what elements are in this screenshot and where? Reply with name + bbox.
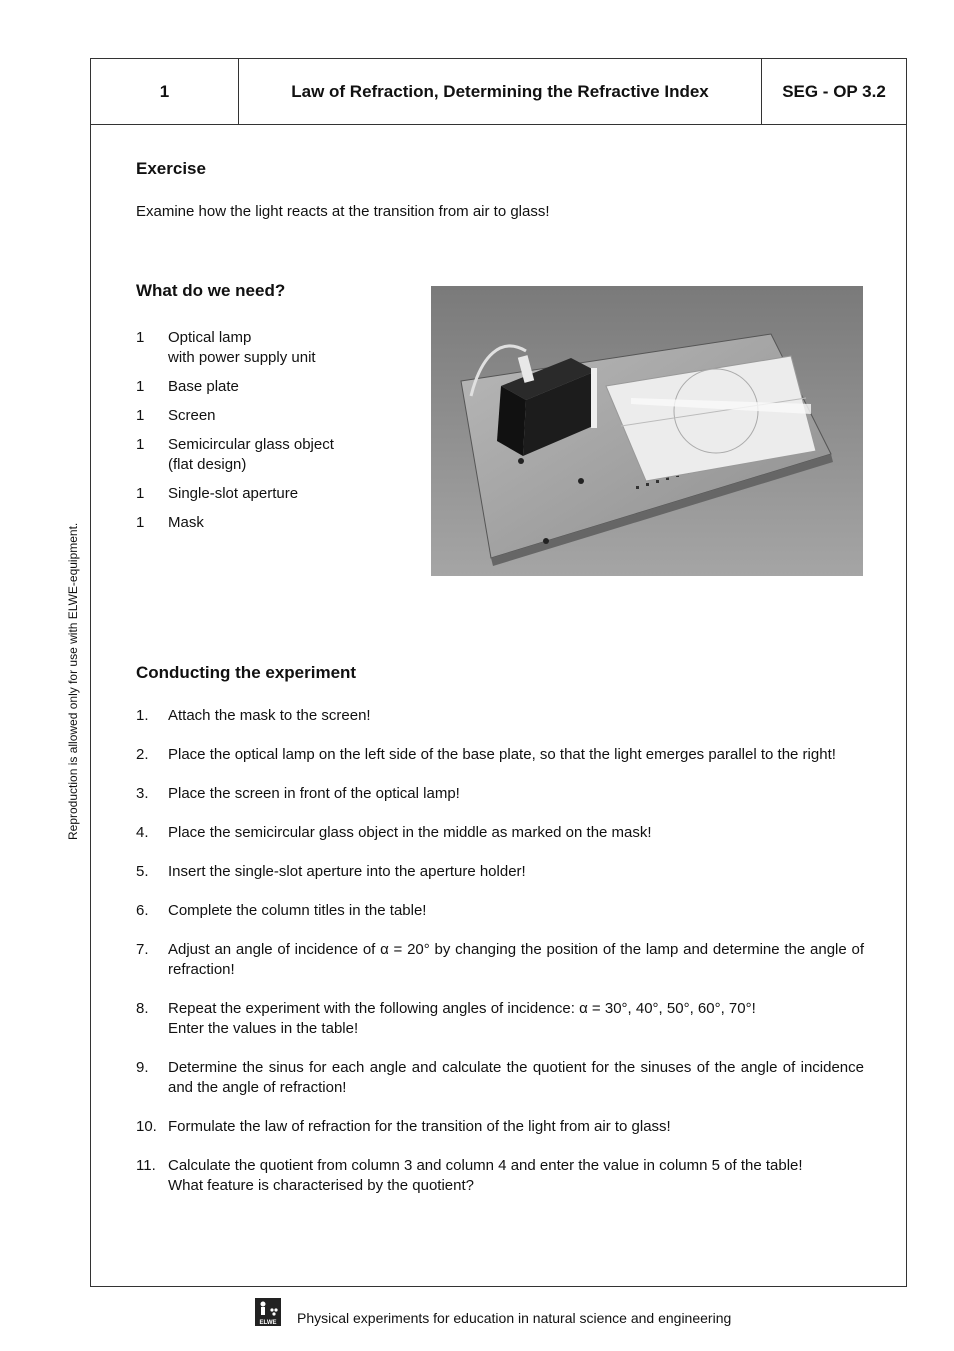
step-number: 8.	[136, 1000, 149, 1017]
step-text: Place the screen in front of the optical lamp!	[168, 785, 460, 802]
list-item	[136, 745, 864, 765]
list-item	[136, 1117, 864, 1137]
step-number: 3.	[136, 785, 149, 802]
item-quantity: 1	[136, 514, 145, 531]
step-text: Insert the single-slot aperture into the aperture holder!	[168, 863, 526, 880]
header-table	[91, 59, 906, 125]
step-text: Complete the column titles in the table!	[168, 902, 427, 919]
elwe-logo-icon	[255, 1298, 281, 1326]
step-text: Attach the mask to the screen!	[168, 707, 371, 724]
apparatus-illustration	[431, 286, 863, 576]
step-text: Calculate the quotient from column 3 and column 4 and enter the value in column 5 of the table! What feature is characterised by the quotient?	[168, 1157, 803, 1194]
footer	[255, 1298, 731, 1326]
list-item	[136, 862, 864, 882]
experiment-photo	[431, 286, 863, 576]
item-name: Mask	[168, 514, 204, 531]
list-item	[136, 901, 864, 921]
step-text: Place the optical lamp on the left side of the base plate, so that the light emerges parallel to the right!	[168, 746, 836, 763]
exercise-heading: Exercise	[136, 159, 206, 178]
item-name: Base plate	[168, 378, 239, 395]
item-detail: (flat design)	[168, 456, 247, 473]
item-quantity: 1	[136, 329, 145, 346]
list-item	[136, 1058, 864, 1098]
item-quantity: 1	[136, 378, 145, 395]
item-name: Single-slot aperture	[168, 485, 299, 502]
step-number: 4.	[136, 824, 149, 841]
list-item	[136, 823, 864, 843]
reproduction-note: Reproduction is allowed only for use with ELWE-equipment.	[66, 522, 80, 840]
list-item	[136, 1156, 864, 1196]
list-item	[136, 999, 864, 1039]
item-name: Semicircular glass object	[168, 436, 334, 453]
list-item	[136, 940, 864, 980]
footer-text: Physical experiments for education in natural science and engineering	[297, 1310, 732, 1326]
item-quantity: 1	[136, 407, 145, 424]
item-name: Optical lamp	[168, 329, 252, 346]
item-quantity: 1	[136, 485, 145, 502]
list-item	[136, 406, 334, 426]
sheet-code: SEG - OP 3.2	[782, 81, 886, 101]
step-number: 7.	[136, 941, 149, 958]
list-item	[136, 784, 864, 804]
list-item	[136, 435, 334, 475]
logo-text: ELWE	[259, 1320, 277, 1326]
needs-heading: What do we need?	[136, 281, 286, 300]
sheet-number: 1	[91, 59, 239, 124]
step-number: 5.	[136, 863, 149, 880]
item-name: Screen	[168, 407, 216, 424]
list-item	[136, 484, 334, 504]
step-number: 9.	[136, 1059, 149, 1076]
step-text: Place the semicircular glass object in the middle as marked on the mask!	[168, 824, 652, 841]
step-number: 1.	[136, 707, 149, 724]
conduct-heading: Conducting the experiment	[136, 663, 357, 682]
page-title: Law of Refraction, Determining the Refractive Index	[239, 59, 762, 124]
experiment-steps	[136, 706, 864, 1215]
step-text: Adjust an angle of incidence of α = 20° by changing the position of the lamp and determine the angle of refraction!	[168, 941, 864, 978]
exercise-text: Examine how the light reacts at the transition from air to glass!	[136, 203, 550, 220]
equipment-list	[136, 328, 334, 542]
step-number: 2.	[136, 746, 149, 763]
step-number: 6.	[136, 902, 149, 919]
list-item	[136, 377, 334, 397]
list-item	[136, 706, 864, 726]
list-item	[136, 328, 334, 368]
step-text: Formulate the law of refraction for the transition of the light from air to glass!	[168, 1118, 671, 1135]
item-quantity: 1	[136, 436, 145, 453]
item-detail: with power supply unit	[168, 349, 316, 366]
step-number: 10.	[136, 1118, 157, 1135]
step-text: Determine the sinus for each angle and calculate the quotient for the sinuses of the angle of incidence and the angle of refraction!	[168, 1059, 864, 1096]
step-text: Repeat the experiment with the following angles of incidence: α = 30°, 40°, 50°, 60°, 70°! Enter the values in the table!	[168, 1000, 756, 1037]
list-item	[136, 513, 334, 533]
step-number: 11.	[136, 1157, 156, 1174]
